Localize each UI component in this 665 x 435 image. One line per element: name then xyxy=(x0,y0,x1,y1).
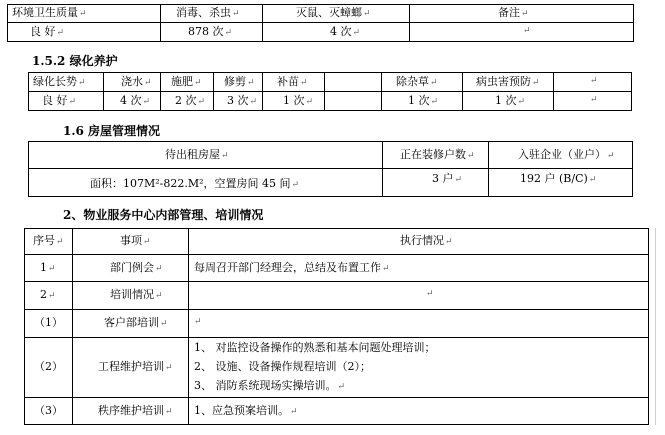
greening-header-weeding: 除杂草↵ xyxy=(396,75,438,88)
greening-header-replanting: 补苗↵ xyxy=(277,75,308,88)
service-row-no: （3） xyxy=(34,404,63,417)
housing-heading: 1.6 房屋管理情况 xyxy=(63,124,161,138)
service-row-no: 2↵ xyxy=(40,288,56,301)
housing-header-decorating: 正在装修户数↵ xyxy=(400,148,475,161)
service-header-no: 序号↵ xyxy=(33,234,64,247)
service-row-no: 1↵ xyxy=(40,261,56,274)
hygiene-header-disinfect: 消毒、杀虫↵ xyxy=(176,6,240,19)
hygiene-remarks-value: ↵ xyxy=(523,26,531,36)
hygiene-rodent-value: 4 次↵ xyxy=(330,25,361,38)
greening-header-growth: 绿化长势↵ xyxy=(33,75,86,88)
housing-area-text: 面积：107M²-822.M²，空置房间 45 间↵ xyxy=(90,177,300,190)
service-row-execution-line: 1、 对监控设备操作的熟悉和基本问题处理培训； xyxy=(194,341,436,354)
service-header-item: 事项↵ xyxy=(120,234,151,247)
housing-enterprises-value: 192 户 (B/C)↵ xyxy=(520,172,597,185)
service-row-item: 客户部培训↵ xyxy=(104,316,168,329)
greening-fertilizing-value: 2 次↵ xyxy=(175,94,206,107)
service-row-item: 秩序维护培训↵ xyxy=(98,404,173,417)
hygiene-header-rodent: 灭鼠、灭蟑螂↵ xyxy=(296,6,371,19)
service-row-item: 工程维护培训↵ xyxy=(98,360,173,373)
service-header-execution: 执行情况↵ xyxy=(400,234,453,247)
service-row-execution-line: 3、 消防系统现场实操培训。↵ xyxy=(194,379,346,392)
service-row-execution: ↵ xyxy=(426,289,434,299)
greening-blank-value: ↵ xyxy=(590,95,598,105)
greening-heading: 1.5.2 绿化养护 xyxy=(32,54,118,68)
service-row-no: （2） xyxy=(34,360,63,373)
greening-header-pest: 病虫害预防↵ xyxy=(476,75,540,88)
greening-replanting-value: 1 次↵ xyxy=(283,94,314,107)
service-row-execution: ↵ xyxy=(194,317,202,327)
greening-pruning-value: 3 次↵ xyxy=(227,94,258,107)
hygiene-header-quality: 环境卫生质量↵ xyxy=(12,6,87,19)
greening-header-fertilizing: 施肥↵ xyxy=(171,75,202,88)
greening-pest-value: 1 次↵ xyxy=(495,94,526,107)
service-row-item: 部门例会↵ xyxy=(110,261,163,274)
service-center-heading: 2、物业服务中心内部管理、培训情况 xyxy=(63,208,264,222)
greening-header-pruning: 修剪↵ xyxy=(224,75,255,88)
service-row-execution: 每周召开部门经理会，总结及布置工作↵ xyxy=(194,261,390,274)
housing-header-enterprises: 入驻企业（业户）↵ xyxy=(518,148,615,161)
greening-header-blank: ↵ xyxy=(590,76,598,86)
hygiene-header-remarks: 备注↵ xyxy=(498,6,529,19)
service-row-item: 培训情况↵ xyxy=(110,288,163,301)
service-row-execution: 1、应急预案培训。↵ xyxy=(194,404,298,417)
housing-decorating-value: 3 户↵ xyxy=(432,172,463,185)
greening-header-watering: 浇水↵ xyxy=(121,75,152,88)
hygiene-quality-value: 良 好↵ xyxy=(30,25,65,38)
greening-growth-value: 良 好↵ xyxy=(42,94,77,107)
hygiene-disinfect-value: 878 次↵ xyxy=(188,25,233,38)
greening-weeding-value: 1 次↵ xyxy=(408,94,439,107)
greening-watering-value: 4 次↵ xyxy=(120,94,151,107)
housing-header-for-rent: 待出租房屋↵ xyxy=(165,148,229,161)
service-row-no: （1） xyxy=(34,316,63,329)
service-row-execution-line: 2、 设施、设备操作规程培训（2）； xyxy=(194,360,371,373)
